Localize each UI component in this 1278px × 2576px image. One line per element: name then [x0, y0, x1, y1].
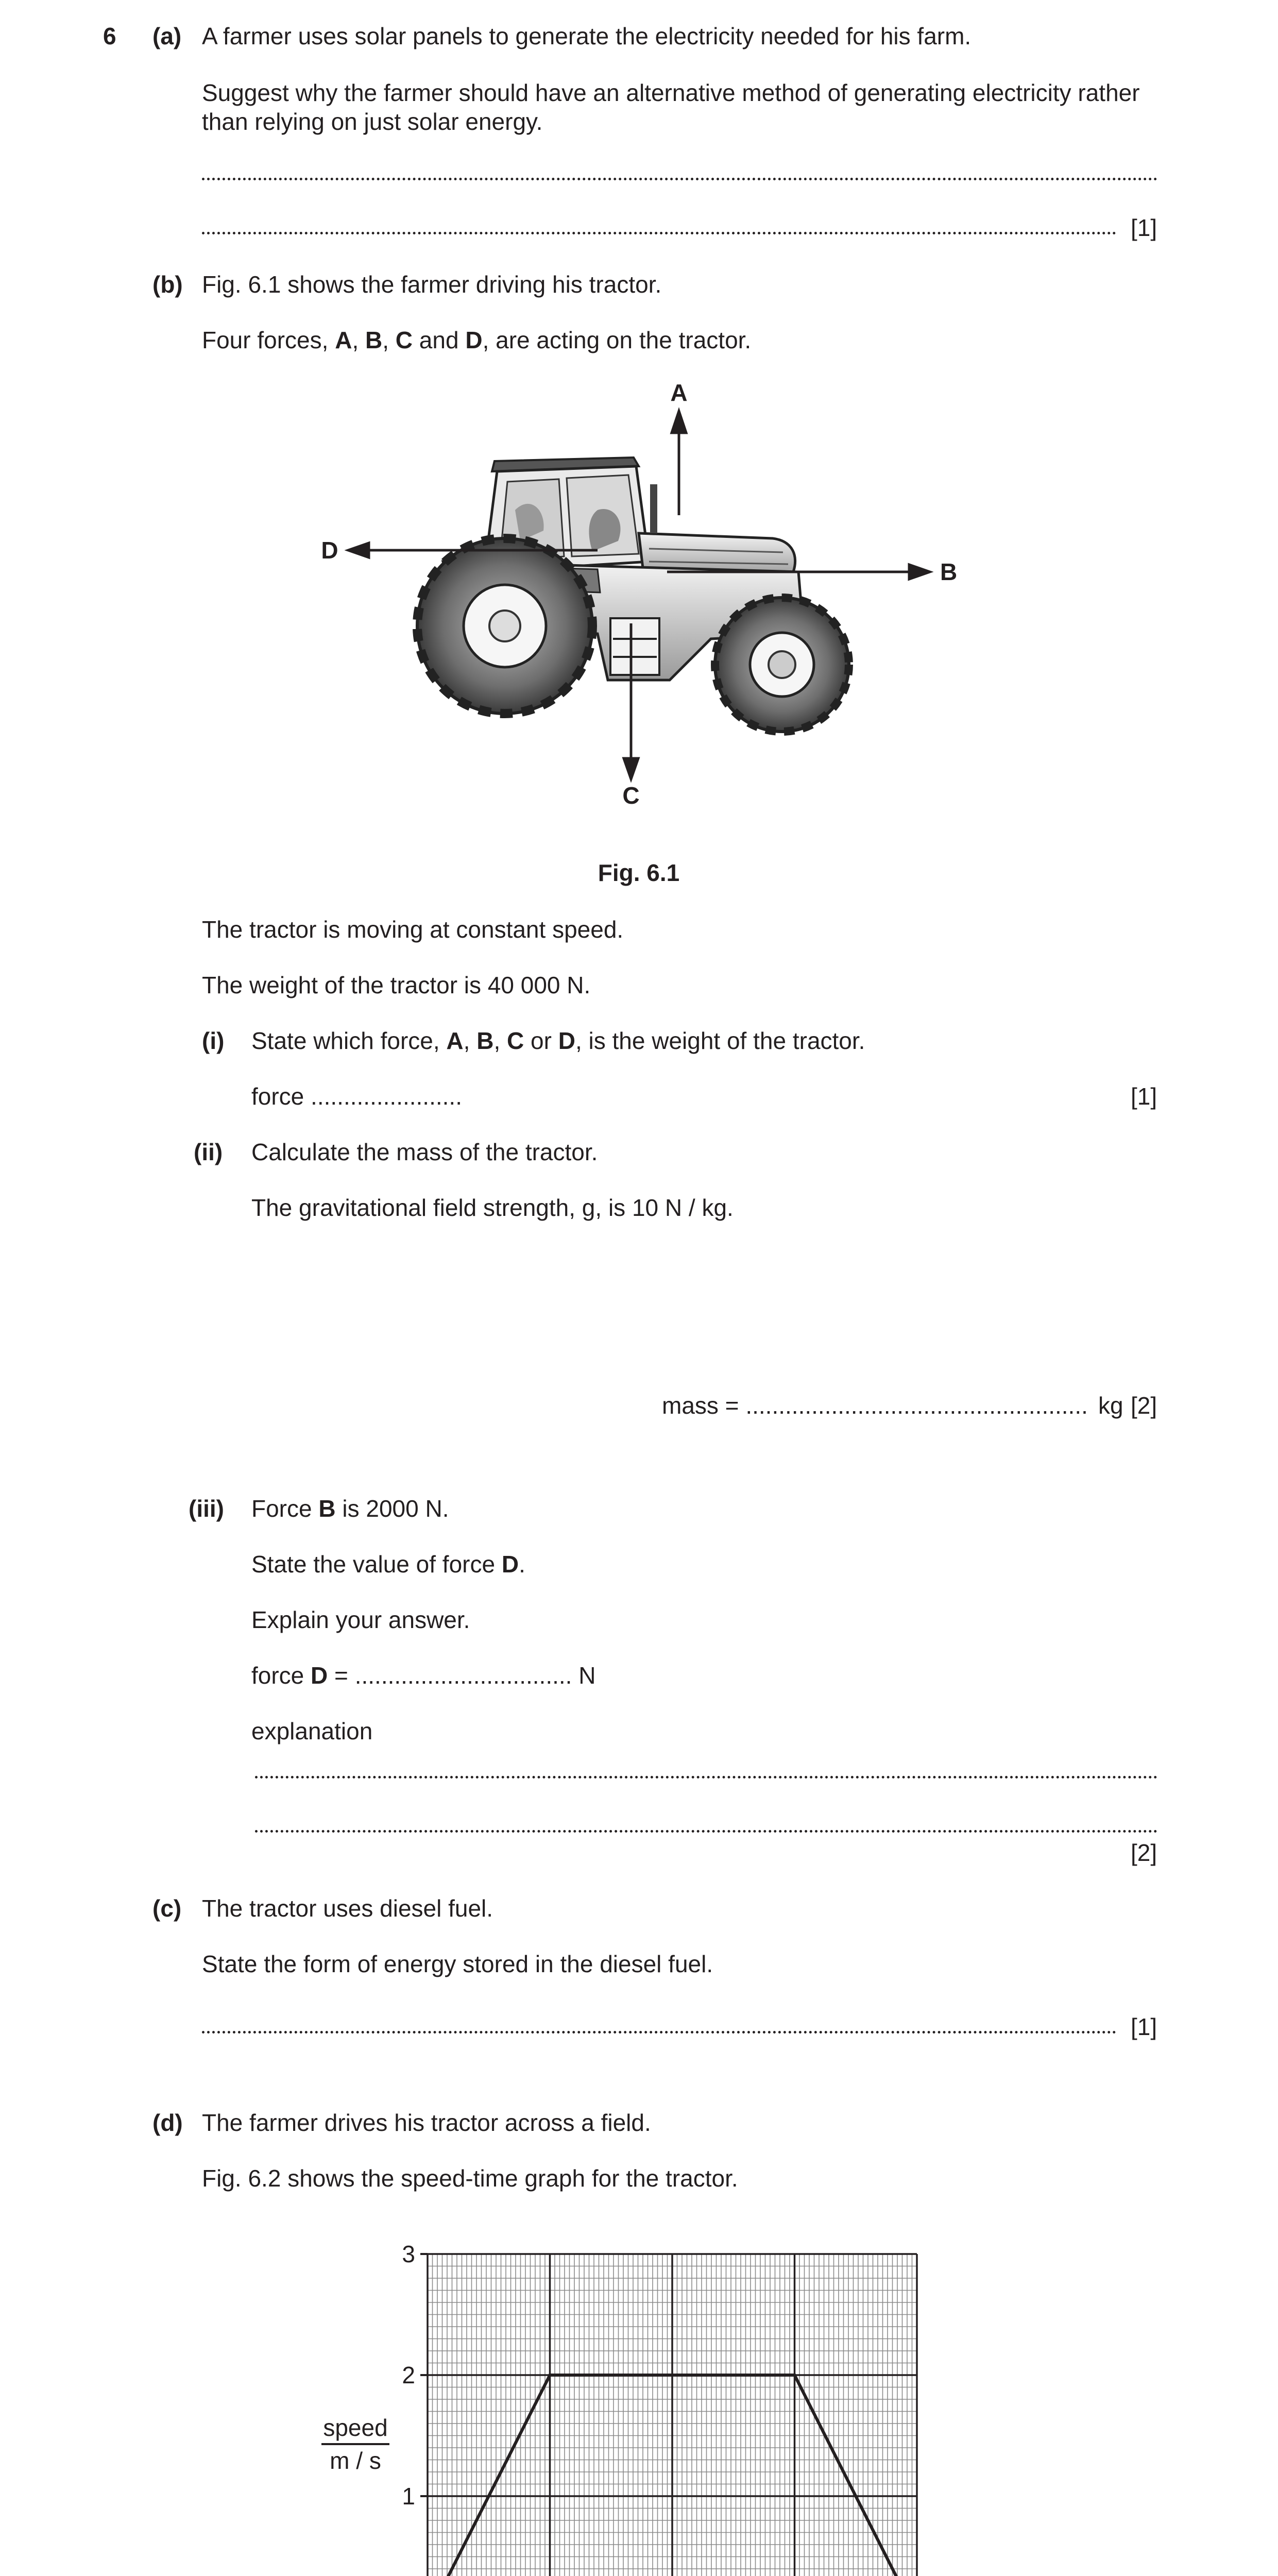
force-label-C: C	[622, 782, 640, 809]
part-b-label: (b)	[152, 271, 183, 298]
part-a-stem: A farmer uses solar panels to generate the electricity needed for his farm.	[202, 23, 972, 49]
g-text: The gravitational field strength, g, is 10 N / kg.	[251, 1194, 734, 1221]
part-d-label: (d)	[152, 2109, 183, 2136]
y-tick-label: 2	[402, 2362, 415, 2388]
part-b-i-label: (i)	[202, 1027, 225, 1054]
force-answer-field[interactable]: force .......................	[251, 1083, 462, 1110]
part-a-prompt: Suggest why the farmer should have an alternative method of generating electricity rather than relying on just solar energy.	[202, 79, 1140, 135]
force-label-D: D	[321, 537, 338, 564]
part-c-label: (c)	[152, 1895, 182, 1922]
part-a-marks: [1]	[1131, 214, 1157, 241]
part-c-marks: [1]	[1131, 2013, 1157, 2040]
y-axis-label-top: speed	[323, 2414, 388, 2441]
part-b-iii-label: (iii)	[189, 1495, 224, 1522]
y-axis-label-bottom: m / s	[330, 2447, 381, 2474]
force-label-B: B	[940, 558, 958, 585]
part-c-prompt: State the form of energy stored in the diesel fuel.	[202, 1951, 713, 1977]
constant-speed-text: The tractor is moving at constant speed.	[202, 916, 624, 943]
part-b-iii-text: Force B is 2000 N.	[251, 1495, 449, 1522]
mass-answer-field[interactable]: mass = ....................................................	[662, 1392, 1088, 1419]
part-c-text: The tractor uses diesel fuel.	[202, 1895, 493, 1922]
part-a-label: (a)	[152, 23, 182, 49]
part-b-ii-marks: [2]	[1131, 1392, 1157, 1419]
mass-unit: kg	[1098, 1392, 1123, 1419]
y-tick-label: 3	[402, 2241, 415, 2267]
y-tick-label: 1	[402, 2483, 415, 2510]
explanation-label: explanation	[251, 1718, 373, 1744]
weight-text: The weight of the tractor is 40 000 N.	[202, 972, 591, 998]
part-b-i-text: State which force, A, B, C or D, is the weight of the tractor.	[251, 1027, 865, 1054]
part-b-forces-text: Four forces, A, B, C and D, are acting on the tractor.	[202, 327, 752, 353]
state-force-d-text: State the value of force D.	[251, 1551, 525, 1578]
part-d-text: The farmer drives his tractor across a field.	[202, 2109, 651, 2136]
question-number: 6	[103, 23, 116, 49]
part-b-i-marks: [1]	[1131, 1083, 1157, 1110]
part-d-fig-intro: Fig. 6.2 shows the speed-time graph for the tractor.	[202, 2165, 738, 2192]
part-b-ii-label: (ii)	[194, 1139, 223, 1165]
part-b-iii-marks: [2]	[1131, 1839, 1157, 1866]
part-b-intro: Fig. 6.1 shows the farmer driving his tractor.	[202, 271, 662, 298]
fig-6-1-caption: Fig. 6.1	[598, 859, 680, 886]
force-d-answer-field[interactable]: force D = ................................. N	[251, 1662, 596, 1689]
force-label-A: A	[670, 379, 688, 406]
part-b-ii-text: Calculate the mass of the tractor.	[251, 1139, 598, 1165]
explain-text: Explain your answer.	[251, 1606, 470, 1633]
